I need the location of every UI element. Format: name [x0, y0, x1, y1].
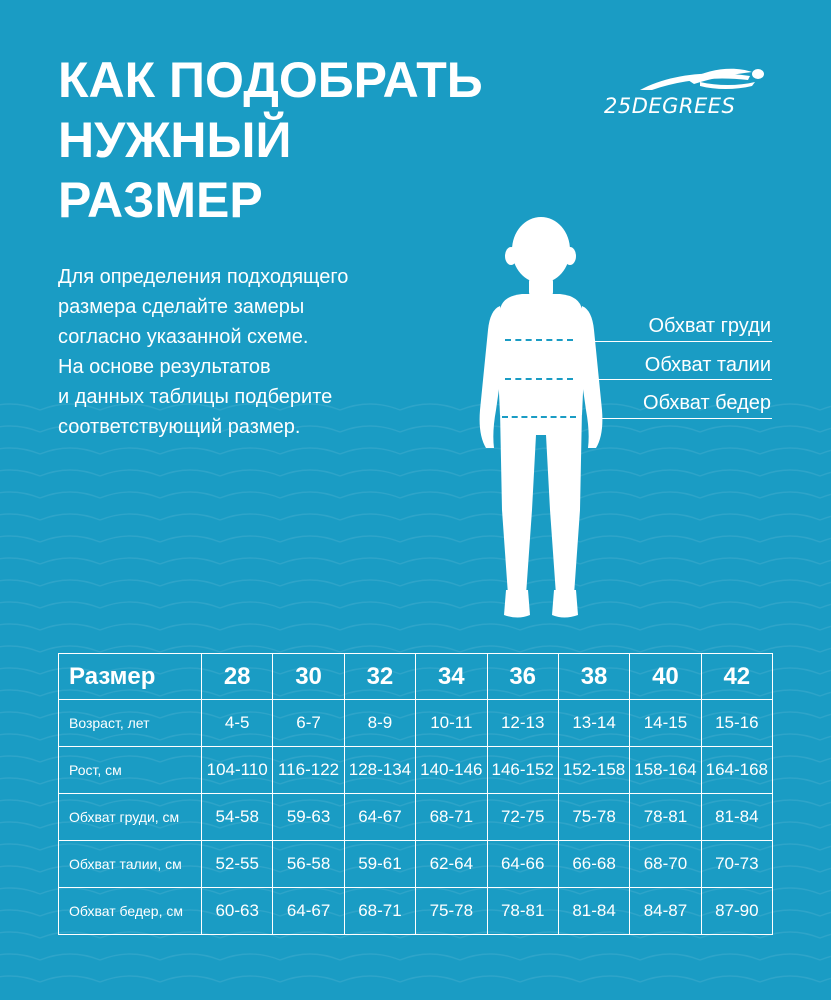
hip-guide [502, 416, 576, 418]
wave-line [0, 558, 831, 564]
wave-line [0, 624, 831, 630]
table-cell: 12-13 [487, 700, 558, 747]
header-cell: Размер [59, 654, 202, 700]
table-cell: 164-168 [701, 747, 772, 794]
wave-line [0, 646, 831, 652]
brand-logo-text: 25DEGREES [604, 94, 736, 118]
table-cell: 64-66 [487, 841, 558, 888]
waist-line [590, 379, 772, 380]
wave-line [0, 448, 831, 454]
intro-line: На основе результатов [58, 356, 271, 378]
table-cell: 4-5 [202, 700, 273, 747]
waist-label: Обхват талии [644, 354, 771, 376]
table-cell: 87-90 [701, 888, 772, 935]
table-cell: 14-15 [630, 700, 701, 747]
size-table [58, 653, 773, 935]
header-cell: 42 [701, 654, 772, 700]
intro-line: и данных таблицы подберите [58, 386, 333, 408]
table-cell: 84-87 [630, 888, 701, 935]
title-line: РАЗМЕР [58, 172, 263, 228]
instructions-text [58, 262, 458, 442]
table-cell: 81-84 [558, 888, 629, 935]
wave-line [0, 954, 831, 960]
hip-line [590, 418, 772, 419]
chest-label: Обхват груди [648, 315, 771, 337]
header-cell: 30 [273, 654, 344, 700]
intro-line: согласно указанной схеме. [58, 326, 309, 348]
title-line: НУЖНЫЙ [58, 112, 292, 168]
table-cell: 68-70 [630, 841, 701, 888]
chest-line [590, 341, 772, 342]
table-cell: 10-11 [416, 700, 487, 747]
table-cell: 64-67 [273, 888, 344, 935]
intro-line: размера сделайте замеры [58, 296, 305, 318]
wave-line [0, 536, 831, 542]
table-cell: 128-134 [344, 747, 415, 794]
table-cell: 66-68 [558, 841, 629, 888]
header-cell: 38 [558, 654, 629, 700]
table-cell: 52-55 [202, 841, 273, 888]
table-cell: 116-122 [273, 747, 344, 794]
table-cell: 15-16 [701, 700, 772, 747]
header-cell: 40 [630, 654, 701, 700]
header-cell: 32 [344, 654, 415, 700]
table-cell: 70-73 [701, 841, 772, 888]
header-cell: 28 [202, 654, 273, 700]
waist-guide [505, 378, 573, 380]
header-cell: 34 [416, 654, 487, 700]
row-label: Обхват груди, см [59, 794, 202, 841]
table-cell: 68-71 [344, 888, 415, 935]
table-cell: 75-78 [416, 888, 487, 935]
table-cell: 78-81 [487, 888, 558, 935]
table-row [59, 747, 773, 794]
table-cell: 54-58 [202, 794, 273, 841]
table-cell: 68-71 [416, 794, 487, 841]
wave-line [0, 602, 831, 608]
table-cell: 64-67 [344, 794, 415, 841]
table-cell: 59-61 [344, 841, 415, 888]
row-label: Обхват талии, см [59, 841, 202, 888]
wave-line [0, 470, 831, 476]
table-row [59, 841, 773, 888]
table-cell: 60-63 [202, 888, 273, 935]
table-cell: 140-146 [416, 747, 487, 794]
table-cell: 56-58 [273, 841, 344, 888]
table-cell: 13-14 [558, 700, 629, 747]
table-cell: 152-158 [558, 747, 629, 794]
intro-line: соответствующий размер. [58, 416, 301, 438]
table-cell: 146-152 [487, 747, 558, 794]
table-cell: 158-164 [630, 747, 701, 794]
table-cell: 75-78 [558, 794, 629, 841]
intro-line: Для определения подходящего [58, 266, 349, 288]
table-cell: 104-110 [202, 747, 273, 794]
wave-line [0, 580, 831, 586]
row-label: Возраст, лет [59, 700, 202, 747]
table-cell: 78-81 [630, 794, 701, 841]
header-cell: 36 [487, 654, 558, 700]
title-line: КАК ПОДОБРАТЬ [58, 52, 483, 108]
row-label: Рост, см [59, 747, 202, 794]
wave-line [0, 514, 831, 520]
table-cell: 81-84 [701, 794, 772, 841]
wave-line [0, 976, 831, 982]
wave-line [0, 492, 831, 498]
table-row [59, 794, 773, 841]
table-cell: 6-7 [273, 700, 344, 747]
table-row [59, 700, 773, 747]
table-row [59, 888, 773, 935]
table-header-row [59, 654, 773, 700]
table-cell: 8-9 [344, 700, 415, 747]
table-cell: 59-63 [273, 794, 344, 841]
row-label: Обхват бедер, см [59, 888, 202, 935]
table-cell: 62-64 [416, 841, 487, 888]
table-cell: 72-75 [487, 794, 558, 841]
hip-label: Обхват бедер [643, 392, 771, 414]
page-title [58, 50, 483, 230]
chest-guide [505, 339, 573, 341]
